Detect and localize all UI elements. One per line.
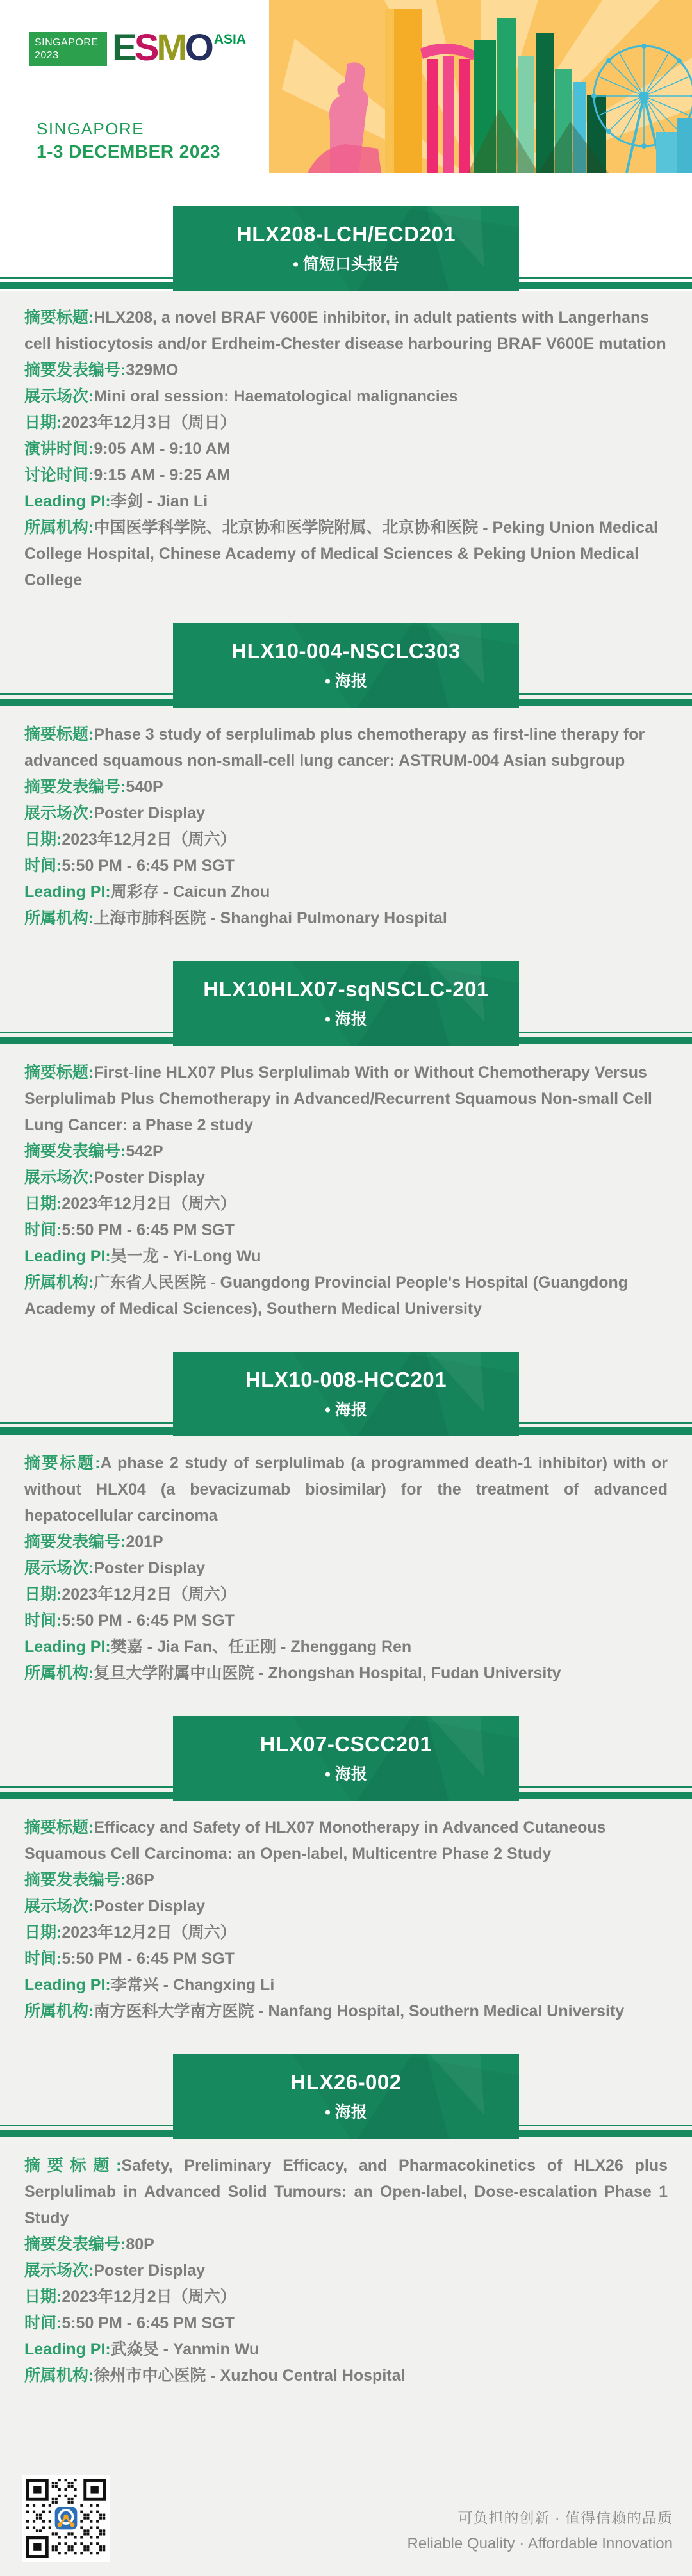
slogan-chinese: 可负担的创新 · 值得信赖的品质 (457, 2509, 673, 2526)
field-value: Poster Display (94, 2262, 206, 2280)
field-label: 摘要标题: (24, 1819, 94, 1836)
banner-title: HLX208-LCH/ECD201 (236, 222, 456, 246)
banner-title: HLX10HLX07-sqNSCLC-201 (203, 977, 489, 1001)
field-label: 展示场次: (24, 1169, 94, 1187)
header (0, 0, 692, 173)
field-label: 所属机构: (24, 1664, 94, 1682)
field-label: 摘要发表编号: (24, 361, 126, 379)
field-row (24, 462, 668, 489)
field-label: 所属机构: (24, 909, 94, 927)
field-row (24, 1946, 668, 1972)
field-value: 86P (126, 1871, 154, 1889)
field-row (24, 1867, 668, 1893)
esmo-region-label: ASIA (213, 32, 247, 47)
field-row (24, 1060, 668, 1138)
field-row (24, 1998, 668, 2025)
section-fields (0, 708, 692, 944)
field-value: 武焱旻 - Yanmin Wu (110, 2340, 260, 2358)
field-label: Leading PI: (24, 492, 111, 510)
section-banner (0, 1352, 692, 1436)
field-label: 时间: (24, 1950, 62, 1968)
field-row (24, 1243, 668, 1270)
esmo-letter: E (112, 27, 135, 69)
field-value: 吴一龙 - Yi-Long Wu (110, 1247, 261, 1265)
field-row (24, 1217, 668, 1243)
field-label: 时间: (24, 2314, 62, 2332)
field-label: 摘要发表编号: (24, 1142, 126, 1160)
banner-box (173, 1716, 519, 1801)
field-label: 时间: (24, 857, 62, 875)
field-row (24, 905, 668, 932)
field-row (24, 305, 668, 357)
banner-subtitle: • 简短口头报告 (293, 255, 399, 273)
badge-line1: SINGAPORE (35, 37, 99, 48)
field-value: Mini oral session: Haematological malignancies (94, 387, 458, 405)
field-label: 讨论时间: (24, 466, 94, 484)
field-row (24, 1660, 668, 1687)
field-value: 上海市肺科医院 - Shanghai Pulmonary Hospital (94, 909, 447, 927)
field-label: 时间: (24, 1221, 62, 1239)
field-row (24, 2363, 668, 2389)
field-row (24, 827, 668, 853)
field-label: 日期: (24, 1924, 62, 1941)
field-row (24, 774, 668, 800)
field-row (24, 2258, 668, 2284)
qr-code-image (26, 2479, 106, 2558)
field-value: 9:15 AM - 9:25 AM (94, 466, 231, 484)
field-label: 摘要发表编号: (24, 1871, 126, 1889)
abstract-section (0, 961, 692, 1335)
field-label: 展示场次: (24, 804, 94, 822)
field-label: 日期: (24, 2288, 62, 2306)
field-value: Poster Display (94, 1897, 206, 1915)
field-row (24, 2284, 668, 2310)
field-row (24, 1920, 668, 1946)
field-label: Leading PI: (24, 1247, 111, 1265)
field-label: 展示场次: (24, 1897, 94, 1915)
field-row (24, 853, 668, 879)
field-value: Efficacy and Safety of HLX07 Monotherapy in Advanced Cutaneous Squamous Cell Carcinoma: an Open-label, Multicentre Phase 2 Study (24, 1819, 606, 1863)
field-value: 2023年12月2日（周六） (62, 1585, 236, 1603)
banner-title: HLX26-002 (290, 2070, 402, 2094)
field-label: 所属机构: (24, 1274, 94, 1292)
field-value: 5:50 PM - 6:45 PM SGT (62, 2314, 235, 2332)
banner-box (173, 623, 519, 708)
field-label: 时间: (24, 1612, 62, 1630)
field-value: 李常兴 - Changxing Li (110, 1976, 275, 1994)
banner-title: HLX07-CSCC201 (260, 1732, 432, 1756)
field-label: 展示场次: (24, 1559, 94, 1577)
esmo-letters (112, 27, 211, 69)
field-value: 复旦大学附属中山医院 - Zhongshan Hospital, Fudan University (94, 1664, 561, 1682)
abstract-section (0, 623, 692, 944)
field-value: 2023年12月2日（周六） (62, 2288, 236, 2306)
section-fields (0, 1801, 692, 2037)
banner-title: HLX10-004-NSCLC303 (231, 639, 461, 663)
section-banner (0, 1716, 692, 1801)
field-row (24, 1555, 668, 1582)
field-value: 2023年12月2日（周六） (62, 1924, 236, 1941)
field-label: 所属机构: (24, 519, 94, 537)
field-value: 80P (126, 2235, 154, 2253)
field-value: 中国医学科学院、北京协和医学院附属、北京协和医院 - Peking Union Medical College Hospital, Chinese Academy of Medical Sciences & Peking Union Medical College (24, 519, 658, 589)
field-label: 日期: (24, 830, 62, 848)
field-row (24, 2337, 668, 2363)
field-value: 广东省人民医院 - Guangdong Provincial People's Hospital (Guangdong Academy of Medical Sciences), Southern Medical University (24, 1274, 629, 1318)
field-row (24, 879, 668, 905)
field-row (24, 1191, 668, 1217)
field-label: Leading PI: (24, 883, 111, 901)
qr-center-logo (53, 2505, 79, 2532)
field-row (24, 722, 668, 774)
abstract-section (0, 1352, 692, 1699)
slogan-english: Reliable Quality · Affordable Innovation (407, 2535, 673, 2552)
field-value: 2023年12月3日（周日） (62, 414, 236, 432)
field-value: 542P (126, 1142, 163, 1160)
banner-subtitle: • 海报 (325, 672, 367, 690)
field-value: 2023年12月2日（周六） (62, 830, 236, 848)
field-value: 201P (126, 1533, 163, 1551)
field-value: 329MO (126, 361, 179, 379)
field-value: 南方医科大学南方医院 - Nanfang Hospital, Southern Medical University (94, 2002, 625, 2020)
field-value: 樊嘉 - Jia Fan、任正刚 - Zhenggang Ren (110, 1638, 412, 1656)
field-row (24, 384, 668, 410)
field-row (24, 357, 668, 384)
field-value: 9:05 AM - 9:10 AM (94, 440, 231, 458)
field-row (24, 1634, 668, 1660)
field-value: 周彩存 - Caicun Zhou (110, 883, 270, 901)
field-label: 展示场次: (24, 2262, 94, 2280)
section-fields (0, 1046, 692, 1335)
skyline-illustration (269, 0, 692, 173)
banner-subtitle: • 海报 (325, 2103, 367, 2121)
abstract-section (0, 173, 692, 606)
field-value: 540P (126, 778, 163, 796)
banner-box (173, 206, 519, 291)
field-label: 日期: (24, 414, 62, 432)
field-value: Poster Display (94, 1169, 206, 1187)
field-label: 展示场次: (24, 387, 94, 405)
footer (0, 2448, 692, 2576)
event-city: SINGAPORE (37, 119, 145, 138)
field-row (24, 1608, 668, 1634)
field-label: 摘要发表编号: (24, 778, 126, 796)
field-value: Safety, Preliminary Efficacy, and Pharmacokinetics of HLX26 plus Serplulimab in Advanced Solid Tumours: an Open-label, Dose-escalation Phase 1 Study (24, 2157, 668, 2227)
field-row (24, 1450, 668, 1529)
field-label: 日期: (24, 1585, 62, 1603)
banner-box (173, 1352, 519, 1436)
field-label: 摘要标题: (24, 2157, 122, 2175)
section-fields (0, 2139, 692, 2402)
field-value: 李剑 - Jian Li (110, 492, 208, 510)
field-row (24, 1815, 668, 1867)
esmo-letter: S (134, 27, 157, 69)
banner-subtitle: • 海报 (325, 1401, 367, 1419)
field-label: 摘要标题: (24, 1064, 94, 1081)
field-value: Poster Display (94, 804, 206, 822)
section-banner (0, 173, 692, 291)
badge-line2: 2023 (35, 50, 59, 61)
esmo-logo (29, 27, 247, 69)
field-value: 5:50 PM - 6:45 PM SGT (62, 857, 235, 875)
field-label: 摘要标题: (24, 309, 94, 327)
abstract-section (0, 1716, 692, 2037)
field-value: 5:50 PM - 6:45 PM SGT (62, 1612, 235, 1630)
field-label: 摘要标题: (24, 725, 94, 743)
esmo-letter: O (185, 27, 211, 69)
field-row (24, 1165, 668, 1191)
field-label: 日期: (24, 1195, 62, 1213)
field-value: 5:50 PM - 6:45 PM SGT (62, 1950, 235, 1968)
field-row (24, 1972, 668, 1998)
event-location-dates (37, 119, 220, 162)
singapore-2023-badge (29, 32, 107, 66)
section-banner (0, 961, 692, 1046)
sections (0, 173, 692, 2402)
field-value: 2023年12月2日（周六） (62, 1195, 236, 1213)
event-dates: 1-3 DECEMBER 2023 (37, 142, 221, 161)
field-row (24, 410, 668, 436)
field-value: HLX208, a novel BRAF V600E inhibitor, in adult patients with Langerhans cell histiocytosis and/or Erdheim-Chester disease harbouring BRAF V600E mutation (24, 309, 666, 353)
field-label: 所属机构: (24, 2367, 94, 2385)
field-row (24, 1893, 668, 1920)
field-row (24, 1582, 668, 1608)
brand-slogans (408, 2506, 673, 2553)
field-row (24, 2153, 668, 2232)
section-banner (0, 2054, 692, 2139)
field-label: 摘要标题: (24, 1454, 101, 1472)
field-value: Phase 3 study of serplulimab plus chemotherapy as first-line therapy for advanced squamous non-small-cell lung cancer: ASTRUM-004 Asian subgroup (24, 725, 645, 770)
field-label: 摘要发表编号: (24, 2235, 126, 2253)
field-label: Leading PI: (24, 1638, 111, 1656)
field-row (24, 515, 668, 594)
field-row (24, 1529, 668, 1555)
section-fields (0, 1436, 692, 1699)
field-row (24, 489, 668, 515)
field-row (24, 1270, 668, 1322)
field-row (24, 2310, 668, 2337)
field-row (24, 1138, 668, 1165)
banner-subtitle: • 海报 (325, 1010, 367, 1028)
field-row (24, 436, 668, 462)
field-row (24, 2232, 668, 2258)
abstract-section (0, 2054, 692, 2402)
field-label: Leading PI: (24, 2340, 111, 2358)
banner-subtitle: • 海报 (325, 1765, 367, 1783)
field-label: 摘要发表编号: (24, 1533, 126, 1551)
esmo-letter: M (156, 27, 185, 69)
banner-box (173, 2054, 519, 2139)
field-value: Poster Display (94, 1559, 206, 1577)
field-value: A phase 2 study of serplulimab (a programmed death-1 inhibitor) with or without HLX04 (a bevacizumab biosimilar) for the treatment of advanced hepatocellular carcinoma (24, 1454, 668, 1525)
banner-title: HLX10-008-HCC201 (245, 1368, 447, 1391)
field-label: 演讲时间: (24, 440, 94, 458)
qr-code (22, 2475, 110, 2562)
field-value: First-line HLX07 Plus Serplulimab With or Without Chemotherapy Versus Serplulimab Plus Chemotherapy in Advanced/Recurrent Squamous Non-small Cell Lung Cancer: a Phase 2 study (24, 1064, 652, 1134)
field-value: 5:50 PM - 6:45 PM SGT (62, 1221, 235, 1239)
field-row (24, 800, 668, 827)
field-label: 所属机构: (24, 2002, 94, 2020)
field-value: 徐州市中心医院 - Xuzhou Central Hospital (94, 2367, 406, 2385)
section-banner (0, 623, 692, 708)
section-fields (0, 291, 692, 606)
field-label: Leading PI: (24, 1976, 111, 1994)
banner-box (173, 961, 519, 1046)
